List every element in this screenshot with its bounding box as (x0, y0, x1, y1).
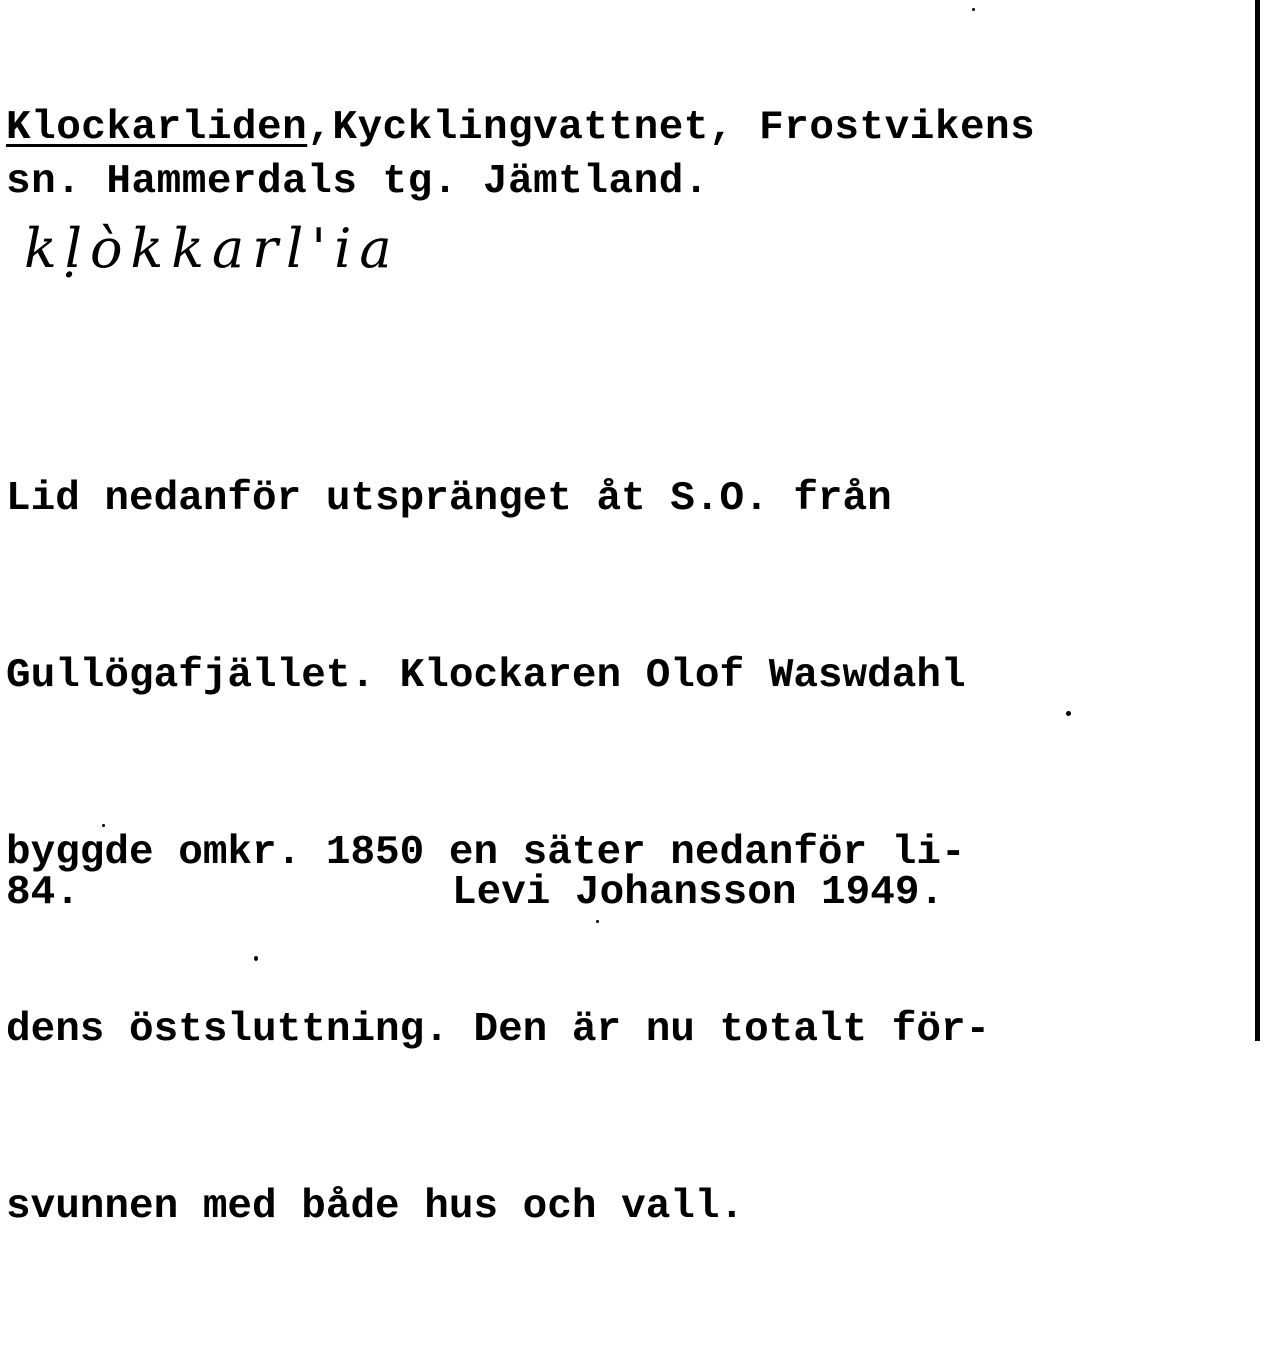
description-line: byggde omkr. 1850 en säter nedanför li- (6, 830, 966, 876)
headword: Klockarliden (6, 105, 308, 151)
scan-speck (972, 8, 975, 11)
description-line: svunnen med både hus och vall. (6, 1184, 745, 1230)
scan-speck (102, 824, 105, 827)
description-line: Lid nedanför utspränget åt S.O. från (6, 476, 892, 522)
heading-location: ,Kycklingvattnet, Frostvikens (307, 105, 1036, 151)
scan-speck (596, 920, 599, 923)
description (6, 352, 1246, 1355)
heading-line-1 (6, 105, 1036, 151)
heading-line-2: sn. Hammerdals tg. Jämtland. (6, 159, 709, 205)
scan-speck (254, 956, 258, 961)
scan-speck (1066, 711, 1071, 716)
card-number: 84. (6, 870, 80, 916)
phonetic-transcription: kḷòkkarl'ia (24, 217, 400, 280)
card-edge (1255, 0, 1260, 1041)
description-line: dens östsluttning. Den är nu totalt för- (6, 1007, 991, 1053)
description-line: Gullögafjället. Klockaren Olof Waswdahl (6, 653, 966, 699)
author-signature: Levi Johansson 1949. (452, 870, 945, 916)
